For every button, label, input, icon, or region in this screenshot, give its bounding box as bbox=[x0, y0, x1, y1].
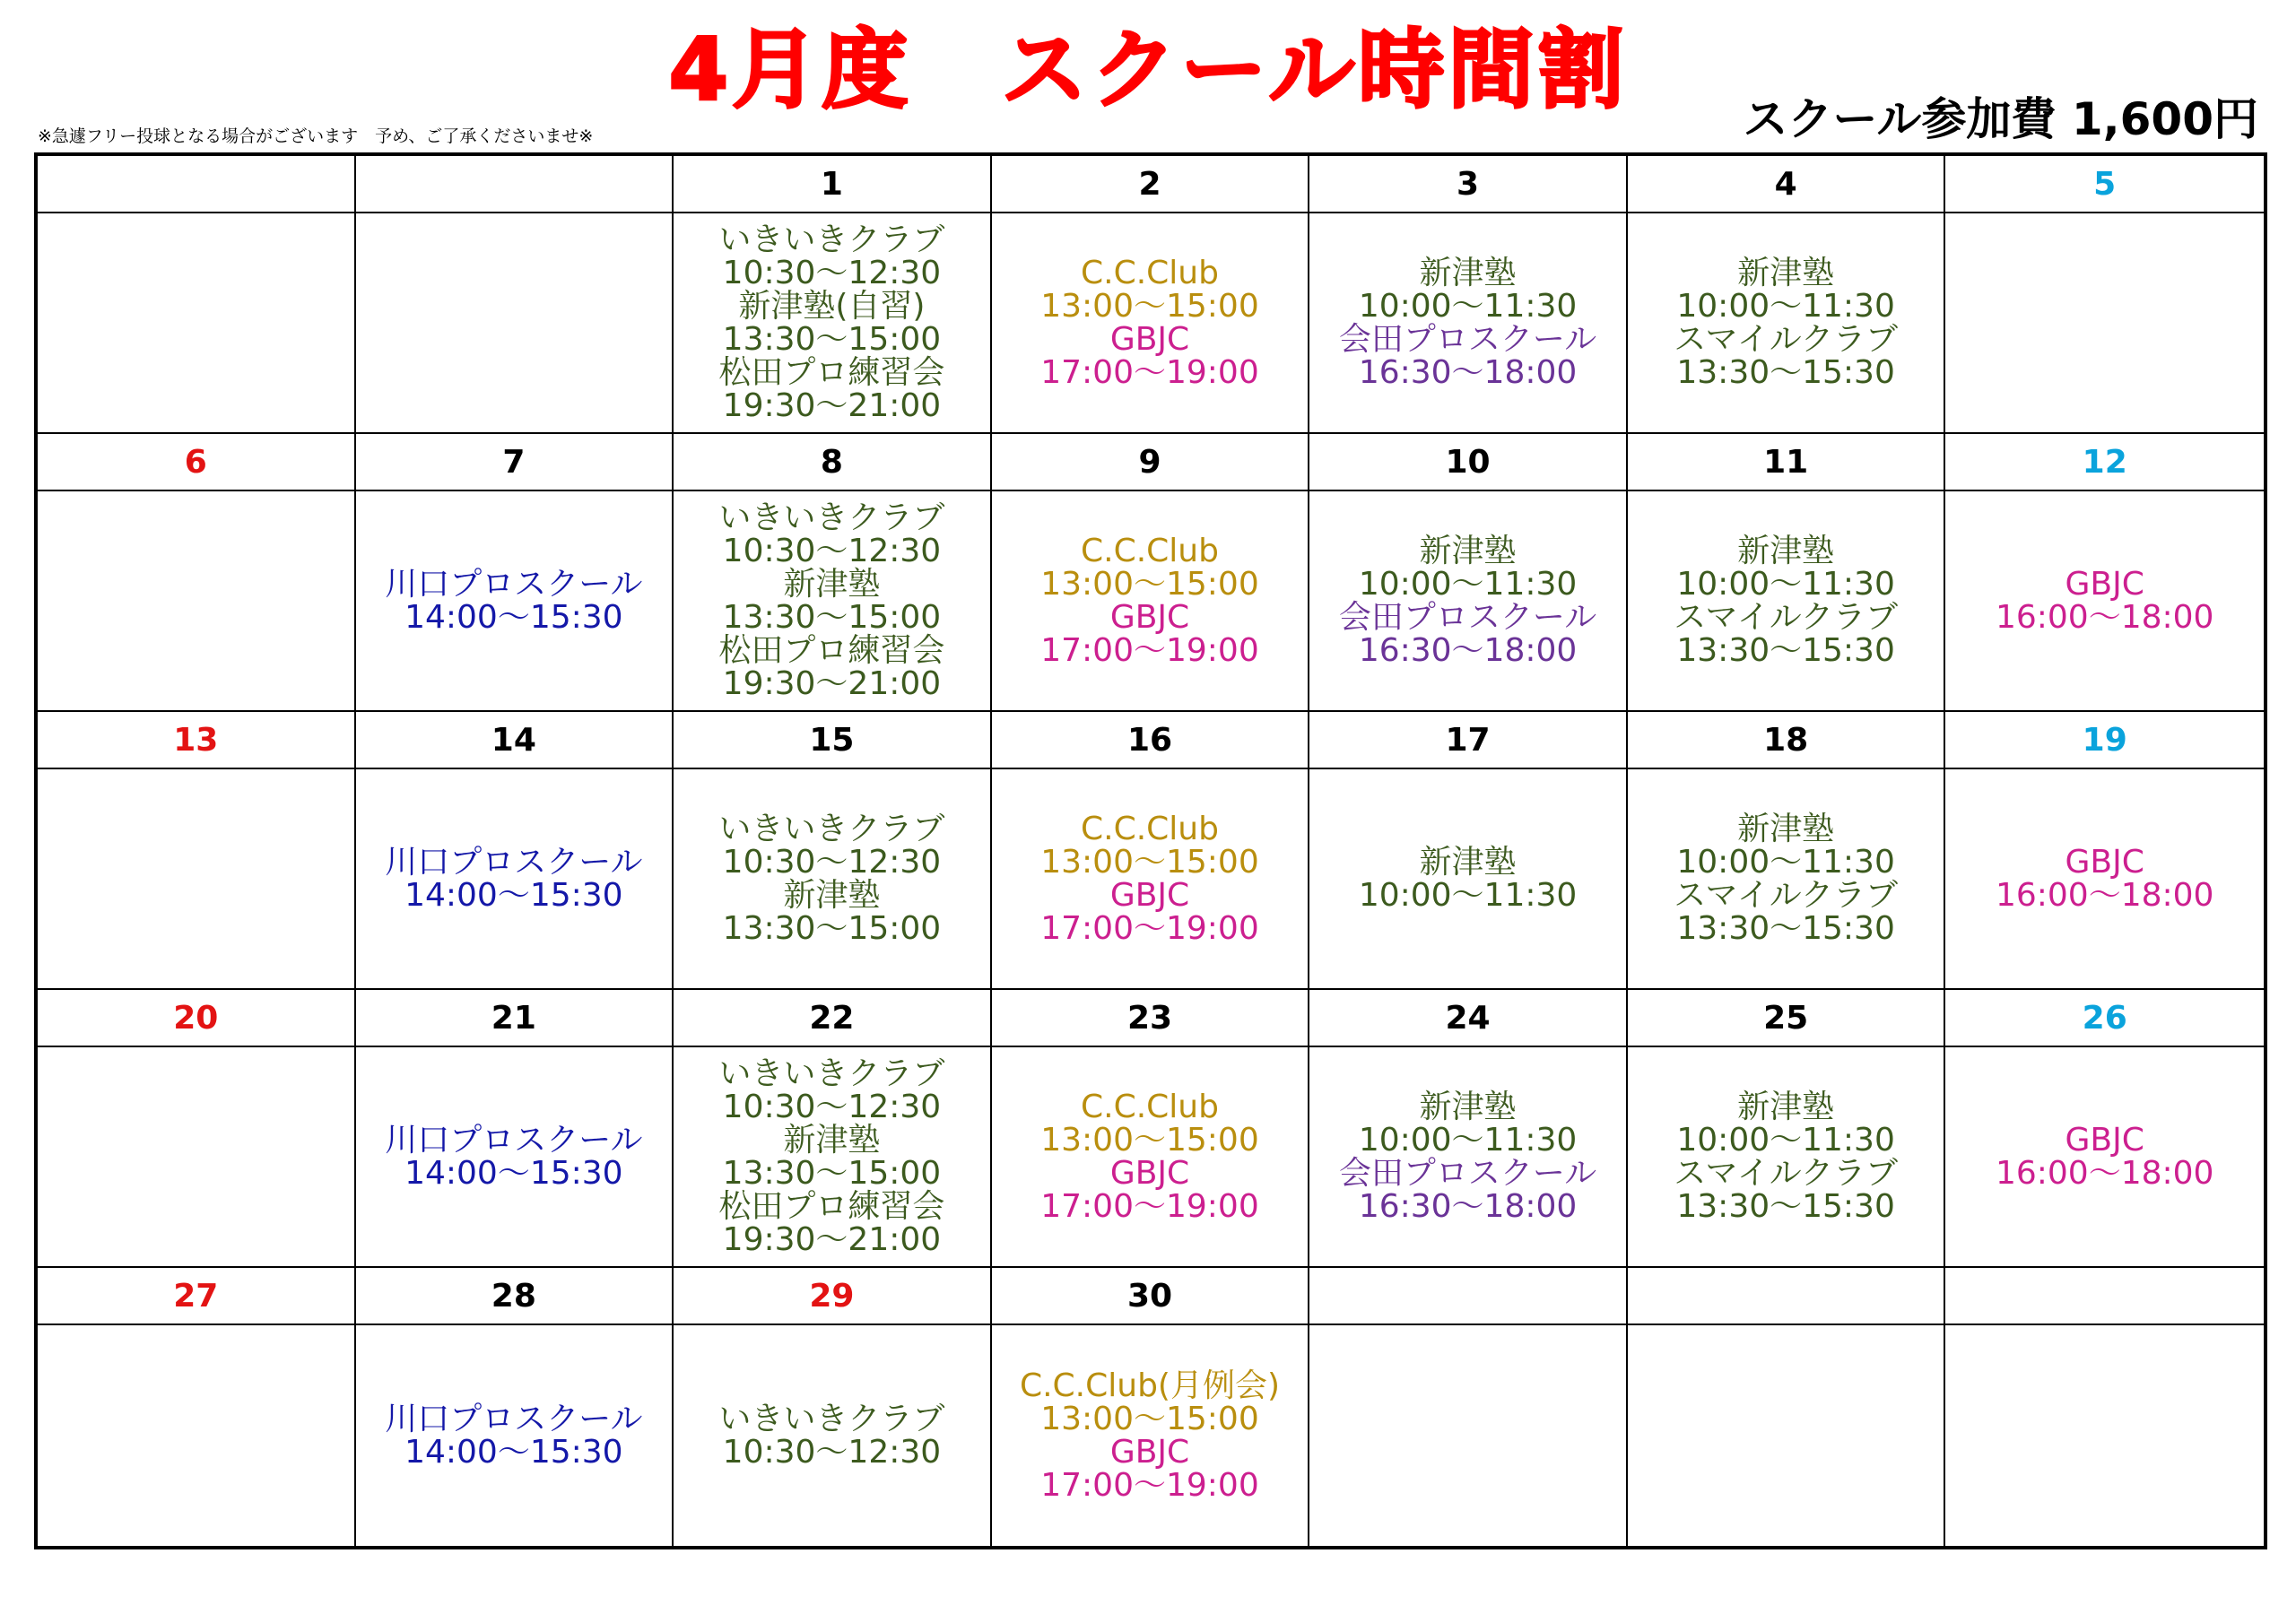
day-number: 23 bbox=[992, 990, 1310, 1047]
day-number: 29 bbox=[674, 1268, 992, 1325]
day-number: 21 bbox=[356, 990, 674, 1047]
schedule-line: 新津塾 bbox=[1737, 255, 1835, 291]
schedule-line: 14:00～15:30 bbox=[404, 1155, 623, 1192]
schedule-line: 13:00～15:00 bbox=[1040, 566, 1259, 603]
day-number: 14 bbox=[356, 712, 674, 769]
schedule-line: 新津塾 bbox=[783, 1122, 881, 1159]
day-schedule-cell bbox=[1309, 1047, 1628, 1268]
schedule-line: 川口プロスクール bbox=[385, 1401, 643, 1437]
schedule-line: C.C.Club bbox=[1081, 533, 1219, 569]
schedule-line: 川口プロスクール bbox=[385, 844, 643, 881]
schedule-line: 新津塾 bbox=[1419, 255, 1517, 291]
day-number: 25 bbox=[1628, 990, 1946, 1047]
notice-text: ※急遽フリー投球となる場合がございます 予め、ご了承くださいませ※ bbox=[38, 126, 594, 146]
schedule-line: 会田プロスクール bbox=[1338, 321, 1597, 358]
schedule-line: 14:00～15:30 bbox=[404, 877, 623, 914]
schedule-line: 16:30～18:00 bbox=[1358, 1188, 1578, 1225]
day-schedule-cell bbox=[992, 1047, 1310, 1268]
schedule-line: 松田プロ練習会 bbox=[718, 632, 945, 669]
schedule-line: 新津塾(自習) bbox=[738, 288, 926, 325]
day-schedule-cell bbox=[992, 491, 1310, 712]
day-schedule-cell bbox=[1945, 491, 2264, 712]
schedule-line: いきいきクラブ bbox=[718, 1055, 945, 1092]
day-schedule-cell bbox=[356, 1325, 674, 1546]
day-number: 27 bbox=[38, 1268, 356, 1325]
schedule-line: 10:00～11:30 bbox=[1676, 288, 1895, 325]
day-number: 22 bbox=[674, 990, 992, 1047]
schedule-line: 16:00～18:00 bbox=[1995, 877, 2214, 914]
day-schedule-cell bbox=[674, 769, 992, 990]
day-schedule-cell bbox=[38, 769, 356, 990]
day-schedule-cell bbox=[38, 1047, 356, 1268]
schedule-line: 13:00～15:00 bbox=[1040, 288, 1259, 325]
page-title: 4月度 スクール時間割 bbox=[668, 20, 1628, 120]
day-schedule-cell bbox=[1309, 769, 1628, 990]
schedule-line: スマイルクラブ bbox=[1674, 321, 1899, 358]
day-number: 18 bbox=[1628, 712, 1946, 769]
schedule-line: 13:00～15:00 bbox=[1040, 844, 1259, 881]
schedule-line: GBJC bbox=[2065, 844, 2144, 881]
day-schedule-cell bbox=[674, 491, 992, 712]
schedule-line: 16:30～18:00 bbox=[1358, 354, 1578, 391]
day-number bbox=[1309, 1268, 1628, 1325]
schedule-line: いきいきクラブ bbox=[718, 1401, 945, 1437]
schedule-line: C.C.Club bbox=[1081, 1089, 1219, 1125]
day-schedule-cell bbox=[356, 1047, 674, 1268]
day-number bbox=[1945, 1268, 2264, 1325]
schedule-line: 13:30～15:00 bbox=[722, 1155, 942, 1192]
schedule-line: スマイルクラブ bbox=[1674, 1155, 1899, 1192]
schedule-line: 17:00～19:00 bbox=[1040, 1467, 1259, 1504]
schedule-line: スマイルクラブ bbox=[1674, 599, 1899, 636]
schedule-line: GBJC bbox=[1109, 599, 1190, 636]
day-number: 13 bbox=[38, 712, 356, 769]
schedule-line: 16:00～18:00 bbox=[1995, 1155, 2214, 1192]
schedule-line: 19:30～21:00 bbox=[722, 665, 942, 702]
schedule-line: 13:30～15:30 bbox=[1676, 632, 1895, 669]
schedule-line: 新津塾 bbox=[783, 877, 881, 914]
day-number: 10 bbox=[1309, 434, 1628, 491]
schedule-line: 13:30～15:30 bbox=[1676, 910, 1895, 947]
schedule-line: 14:00～15:30 bbox=[404, 1434, 623, 1471]
day-schedule-cell bbox=[992, 769, 1310, 990]
schedule-line: いきいきクラブ bbox=[718, 811, 945, 847]
schedule-line: 10:00～11:30 bbox=[1358, 877, 1578, 914]
schedule-line: 新津塾 bbox=[1737, 1089, 1835, 1125]
schedule-line: 13:30～15:00 bbox=[722, 910, 942, 947]
day-number: 24 bbox=[1309, 990, 1628, 1047]
schedule-line: 川口プロスクール bbox=[385, 1122, 643, 1159]
day-schedule-cell bbox=[1628, 491, 1946, 712]
schedule-line: GBJC bbox=[1109, 1155, 1190, 1192]
day-schedule-cell bbox=[1945, 769, 2264, 990]
schedule-line: 10:30～12:30 bbox=[722, 255, 942, 291]
schedule-line: GBJC bbox=[2065, 1122, 2144, 1159]
day-schedule-cell bbox=[38, 213, 356, 434]
day-number: 12 bbox=[1945, 434, 2264, 491]
day-number: 19 bbox=[1945, 712, 2264, 769]
schedule-line: 13:00～15:00 bbox=[1040, 1122, 1259, 1159]
schedule-line: 19:30～21:00 bbox=[722, 1221, 942, 1258]
schedule-line: GBJC bbox=[1109, 321, 1190, 358]
schedule-line: 川口プロスクール bbox=[385, 566, 643, 603]
schedule-line: C.C.Club bbox=[1081, 811, 1219, 847]
day-schedule-cell bbox=[674, 1047, 992, 1268]
schedule-line: 10:00～11:30 bbox=[1358, 1122, 1578, 1159]
schedule-line: 19:30～21:00 bbox=[722, 387, 942, 424]
schedule-line: 10:00～11:30 bbox=[1358, 288, 1578, 325]
day-number: 15 bbox=[674, 712, 992, 769]
day-number: 30 bbox=[992, 1268, 1310, 1325]
day-schedule-cell bbox=[1309, 213, 1628, 434]
day-schedule-cell bbox=[1628, 1325, 1946, 1546]
day-number: 2 bbox=[992, 156, 1310, 213]
schedule-line: 新津塾 bbox=[783, 566, 881, 603]
day-number: 4 bbox=[1628, 156, 1946, 213]
schedule-line: 10:30～12:30 bbox=[722, 1434, 942, 1471]
schedule-line: 17:00～19:00 bbox=[1040, 1188, 1259, 1225]
schedule-line: スマイルクラブ bbox=[1674, 877, 1899, 914]
day-schedule-cell bbox=[1309, 1325, 1628, 1546]
schedule-line: 16:00～18:00 bbox=[1995, 599, 2214, 636]
schedule-line: 10:30～12:30 bbox=[722, 533, 942, 569]
schedule-line: 新津塾 bbox=[1737, 533, 1835, 569]
schedule-line: C.C.Club(月例会) bbox=[1019, 1367, 1281, 1404]
schedule-line: 13:30～15:00 bbox=[722, 321, 942, 358]
day-schedule-cell bbox=[1945, 1325, 2264, 1546]
schedule-line: 10:30～12:30 bbox=[722, 844, 942, 881]
day-number: 17 bbox=[1309, 712, 1628, 769]
day-number: 8 bbox=[674, 434, 992, 491]
schedule-line: 13:00～15:00 bbox=[1040, 1401, 1259, 1437]
day-number: 6 bbox=[38, 434, 356, 491]
day-number: 5 bbox=[1945, 156, 2264, 213]
day-schedule-cell bbox=[992, 1325, 1310, 1546]
day-number: 20 bbox=[38, 990, 356, 1047]
day-number bbox=[38, 156, 356, 213]
day-number: 1 bbox=[674, 156, 992, 213]
day-schedule-cell bbox=[1309, 491, 1628, 712]
schedule-line: 17:00～19:00 bbox=[1040, 910, 1259, 947]
schedule-line: 10:00～11:30 bbox=[1358, 566, 1578, 603]
day-number: 16 bbox=[992, 712, 1310, 769]
schedule-line: 13:30～15:30 bbox=[1676, 1188, 1895, 1225]
schedule-line: 松田プロ練習会 bbox=[718, 354, 945, 391]
schedule-line: 新津塾 bbox=[1419, 1089, 1517, 1125]
day-number: 26 bbox=[1945, 990, 2264, 1047]
day-schedule-cell bbox=[38, 491, 356, 712]
schedule-line: 松田プロ練習会 bbox=[718, 1188, 945, 1225]
schedule-line: GBJC bbox=[1109, 877, 1190, 914]
schedule-calendar bbox=[34, 152, 2267, 1549]
day-number: 11 bbox=[1628, 434, 1946, 491]
schedule-line: いきいきクラブ bbox=[718, 221, 945, 258]
schedule-line: いきいきクラブ bbox=[718, 499, 945, 536]
day-schedule-cell bbox=[356, 213, 674, 434]
schedule-line: GBJC bbox=[1109, 1434, 1190, 1471]
day-schedule-cell bbox=[674, 213, 992, 434]
schedule-line: 17:00～19:00 bbox=[1040, 354, 1259, 391]
schedule-line: 10:00～11:30 bbox=[1676, 1122, 1895, 1159]
day-schedule-cell bbox=[1628, 213, 1946, 434]
schedule-line: 10:00～11:30 bbox=[1676, 844, 1895, 881]
day-schedule-cell bbox=[356, 491, 674, 712]
schedule-line: 10:00～11:30 bbox=[1676, 566, 1895, 603]
day-number bbox=[1628, 1268, 1946, 1325]
day-number: 7 bbox=[356, 434, 674, 491]
day-schedule-cell bbox=[674, 1325, 992, 1546]
day-number: 3 bbox=[1309, 156, 1628, 213]
schedule-line: 13:30～15:30 bbox=[1676, 354, 1895, 391]
schedule-line: 17:00～19:00 bbox=[1040, 632, 1259, 669]
day-schedule-cell bbox=[38, 1325, 356, 1546]
day-number: 28 bbox=[356, 1268, 674, 1325]
schedule-line: 16:30～18:00 bbox=[1358, 632, 1578, 669]
day-schedule-cell bbox=[356, 769, 674, 990]
schedule-line: 10:30～12:30 bbox=[722, 1089, 942, 1125]
schedule-line: GBJC bbox=[2065, 566, 2144, 603]
schedule-line: 13:30～15:00 bbox=[722, 599, 942, 636]
fee-text: スクール参加費 1,600円 bbox=[1743, 93, 2258, 145]
day-schedule-cell bbox=[1628, 769, 1946, 990]
schedule-line: 新津塾 bbox=[1737, 811, 1835, 847]
schedule-line: 新津塾 bbox=[1419, 844, 1517, 881]
day-schedule-cell bbox=[1628, 1047, 1946, 1268]
day-schedule-cell bbox=[1945, 1047, 2264, 1268]
schedule-line: 会田プロスクール bbox=[1338, 1155, 1597, 1192]
day-schedule-cell bbox=[992, 213, 1310, 434]
day-schedule-cell bbox=[1945, 213, 2264, 434]
day-number bbox=[356, 156, 674, 213]
schedule-line: C.C.Club bbox=[1081, 255, 1219, 291]
schedule-line: 新津塾 bbox=[1419, 533, 1517, 569]
schedule-line: 14:00～15:30 bbox=[404, 599, 623, 636]
schedule-line: 会田プロスクール bbox=[1338, 599, 1597, 636]
day-number: 9 bbox=[992, 434, 1310, 491]
